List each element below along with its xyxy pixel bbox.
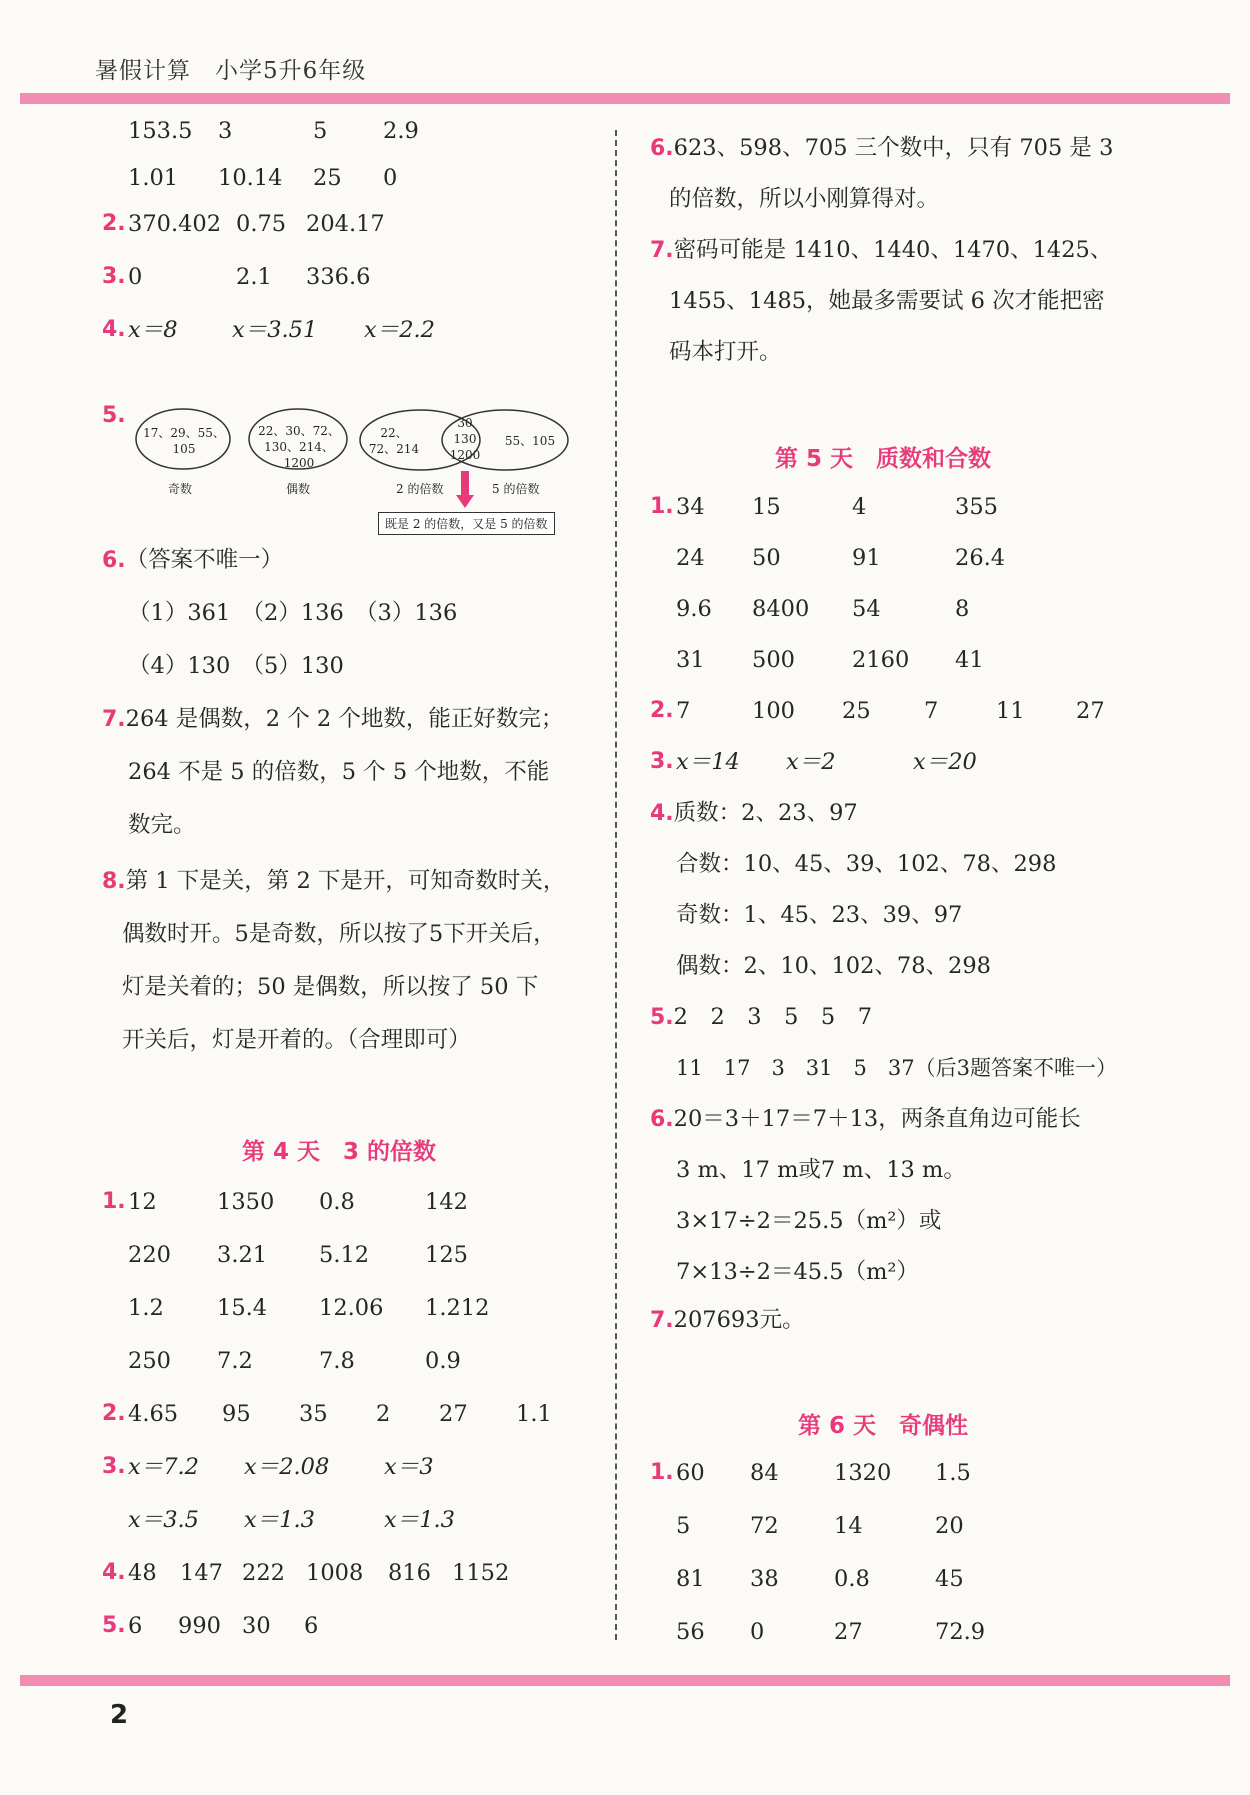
question-number: 2. [102,211,126,236]
left-q8-line1 [102,866,565,897]
cell: 1.212 [425,1295,490,1321]
cell: 31 [676,647,705,673]
cell: 48 [128,1560,157,1586]
cell: 5 [313,118,328,144]
question-number: 2. [650,698,674,723]
footer-band [20,1675,1230,1686]
cell: 0 [750,1619,765,1645]
cell: 41 [955,647,984,673]
cell: 5 [676,1513,691,1539]
answer-text: （答案不唯一） [125,547,284,573]
cell: 10.14 [218,165,283,191]
cell: 153.5 [128,118,193,144]
left-q6 [102,545,283,576]
day5-title: 第 5 天 质数和合数 [775,446,992,472]
cell: 6 [128,1613,143,1639]
left-q6-line2: （4）130 （5）130 [128,653,344,679]
cell: 56 [676,1619,705,1645]
cell: x＝3.51 [232,317,318,343]
cell: 222 [242,1560,285,1586]
answer-text: 2 2 3 5 5 7 [673,1004,873,1030]
right-q6-line1 [650,133,1113,164]
question-number: 7. [650,1308,674,1333]
day5-q4-line4: 偶数：2、10、102、78、298 [676,953,991,979]
question-number: 7. [650,238,674,263]
cell: 81 [676,1566,705,1592]
cell: 336.6 [306,264,371,290]
cell: 142 [425,1189,468,1215]
cell: 100 [752,698,795,724]
left-q8-line2: 偶数时开。5是奇数，所以按了5下开关后， [122,921,556,947]
day5-q6-line1 [650,1104,1081,1135]
venn-diagram [120,405,590,540]
question-number: 3. [650,749,674,774]
question-number: 3. [102,1454,126,1479]
cell: 220 [128,1242,171,1268]
column-divider [615,130,617,1640]
cell: 15.4 [217,1295,268,1321]
cell: 0.8 [834,1566,870,1592]
cell: 3.21 [217,1242,268,1268]
question-number: 4. [102,317,126,342]
answer-text: 密码可能是 1410、1440、1470、1425、 [673,237,1113,263]
question-number: 6. [650,1107,674,1132]
cell: 12 [128,1189,157,1215]
cell: 0 [128,264,143,290]
cell: 35 [299,1401,328,1427]
cell: 1008 [306,1560,364,1586]
odd-set: 17、29、55、105 [143,426,225,456]
cell: 2.1 [236,264,272,290]
cell: 34 [676,494,705,520]
question-number: 3. [102,264,126,289]
question-number: 5. [102,403,126,428]
day5-q5-line1 [650,1002,872,1033]
question-number: 5. [102,1613,126,1638]
cell: 7.2 [217,1348,253,1374]
cell: 50 [752,545,781,571]
cell: 24 [676,545,705,571]
day5-q5-line2: 11 17 3 31 5 37（后3题答案不唯一） [676,1056,1117,1080]
cell: 1.1 [516,1401,552,1427]
cell: 15 [752,494,781,520]
cell: 72 [750,1513,779,1539]
cell: 26.4 [955,545,1006,571]
mult2-set: 22、72、214 [368,426,420,456]
day5-q6-line4: 7×13÷2＝45.5（m²） [676,1259,919,1285]
cell: 7 [676,698,691,724]
cell: 4.65 [128,1401,179,1427]
question-number: 6. [650,136,674,161]
cell: 14 [834,1513,863,1539]
cell: 250 [128,1348,171,1374]
day5-q6-line3: 3×17÷2＝25.5（m²）或 [676,1208,942,1234]
cell: x＝8 [128,317,178,343]
cell: 1.2 [128,1295,164,1321]
question-number: 1. [650,1460,674,1485]
page-header: 暑假计算 小学5升6年级 [95,58,367,84]
right-q7-line3: 码本打开。 [669,339,782,365]
cell: 0.8 [319,1189,355,1215]
cell: x＝2.2 [364,317,435,343]
cell: 9.6 [676,596,712,622]
cell: 8400 [752,596,810,622]
day4-title: 第 4 天 3 的倍数 [242,1139,437,1165]
right-q7-line2: 1455、1485，她最多需要试 6 次才能把密 [669,288,1105,314]
cell: 8 [955,596,970,622]
cell: x＝3 [384,1454,434,1480]
cell: 3 [218,118,233,144]
cell: 990 [178,1613,221,1639]
cell: 4 [852,494,867,520]
cell: x＝2.08 [244,1454,330,1480]
answer-text: 质数：2、23、97 [673,800,858,826]
cell: 60 [676,1460,705,1486]
cell: 7.8 [319,1348,355,1374]
header-band [20,93,1230,104]
label-odd: 奇数 [168,482,193,496]
cell: x＝2 [786,749,836,775]
cell: 1320 [834,1460,892,1486]
question-number: 5. [650,1005,674,1030]
answer-text: 623、598、705 三个数中，只有 705 是 3 [673,135,1114,161]
cell: 125 [425,1242,468,1268]
cell: 25 [842,698,871,724]
question-number: 4. [102,1560,126,1585]
left-q8-line3: 灯是关着的；50 是偶数，所以按了 50 下 [122,974,539,1000]
label-mult5: 5 的倍数 [492,482,540,496]
cell: 38 [750,1566,779,1592]
cell: 27 [1076,698,1105,724]
cell: x＝20 [913,749,977,775]
cell: 72.9 [935,1619,986,1645]
question-number: 1. [650,494,674,519]
answer-text: 264 是偶数，2 个 2 个地数，能正好数完； [125,706,564,732]
cell: 7 [924,698,939,724]
cell: 20 [935,1513,964,1539]
cell: x＝7.2 [128,1454,199,1480]
label-both: 既是 2 的倍数，又是 5 的倍数 [378,512,555,535]
question-number: 7. [102,707,126,732]
cell: x＝3.5 [128,1507,199,1533]
cell: 45 [935,1566,964,1592]
cell: 27 [439,1401,468,1427]
cell: 0.75 [236,211,287,237]
left-q7-line3: 数完。 [128,812,196,838]
question-number: 4. [650,801,674,826]
cell: 27 [834,1619,863,1645]
question-number: 2. [102,1401,126,1426]
question-number: 1. [102,1189,126,1214]
left-q6-line1: （1）361 （2）136 （3）136 [128,600,458,626]
mult5-set: 55、105 [504,434,556,448]
cell: 5.12 [319,1242,370,1268]
label-even: 偶数 [286,482,311,496]
cell: x＝1.3 [384,1507,455,1533]
even-set: 22、30、72、130、214、1200 [258,424,340,470]
cell: 0 [383,165,398,191]
cell: 30 [242,1613,271,1639]
right-q7-line1 [650,235,1112,266]
left-q8-line4: 开关后，灯是开着的。（合理即可） [122,1027,471,1053]
both-set: 30 130 1200 [449,416,481,462]
day5-q4-line3: 奇数：1、45、23、39、97 [676,902,963,928]
cell: 25 [313,165,342,191]
cell: x＝1.3 [244,1507,315,1533]
cell: 1350 [217,1189,275,1215]
question-number: 6. [102,548,126,573]
left-q7-line2: 264 不是 5 的倍数，5 个 5 个地数，不能 [128,759,550,785]
cell: 11 [996,698,1025,724]
cell: 6 [304,1613,319,1639]
cell: 2.9 [383,118,419,144]
cell: 0.9 [425,1348,461,1374]
cell: 2 [376,1401,391,1427]
cell: 1.01 [128,165,179,191]
cell: 95 [222,1401,251,1427]
cell: 370.402 [128,211,222,237]
answer-text: 第 1 下是关，第 2 下是开，可知奇数时关， [125,868,566,894]
cell: 147 [180,1560,223,1586]
answer-text: 207693元。 [673,1307,805,1333]
day6-title: 第 6 天 奇偶性 [798,1413,969,1439]
cell: 204.17 [306,211,385,237]
right-q6-line2: 的倍数，所以小刚算得对。 [669,186,940,212]
day5-q4-line2: 合数：10、45、39、102、78、298 [676,851,1057,877]
page-number: 2 [110,1700,129,1730]
cell: x＝14 [676,749,740,775]
label-mult2: 2 的倍数 [396,482,444,496]
cell: 54 [852,596,881,622]
cell: 355 [955,494,998,520]
cell: 12.06 [319,1295,384,1321]
cell: 2160 [852,647,910,673]
cell: 91 [852,545,881,571]
question-number: 8. [102,869,126,894]
cell: 84 [750,1460,779,1486]
cell: 1152 [452,1560,510,1586]
left-q7-line1 [102,704,563,735]
cell: 816 [388,1560,431,1586]
cell: 1.5 [935,1460,971,1486]
cell: 500 [752,647,795,673]
day5-q4-line1 [650,798,858,829]
day5-q7 [650,1305,805,1336]
day5-q6-line2: 3 m、17 m或7 m、13 m。 [676,1157,966,1183]
answer-text: 20＝3＋17＝7＋13，两条直角边可能长 [673,1106,1081,1132]
